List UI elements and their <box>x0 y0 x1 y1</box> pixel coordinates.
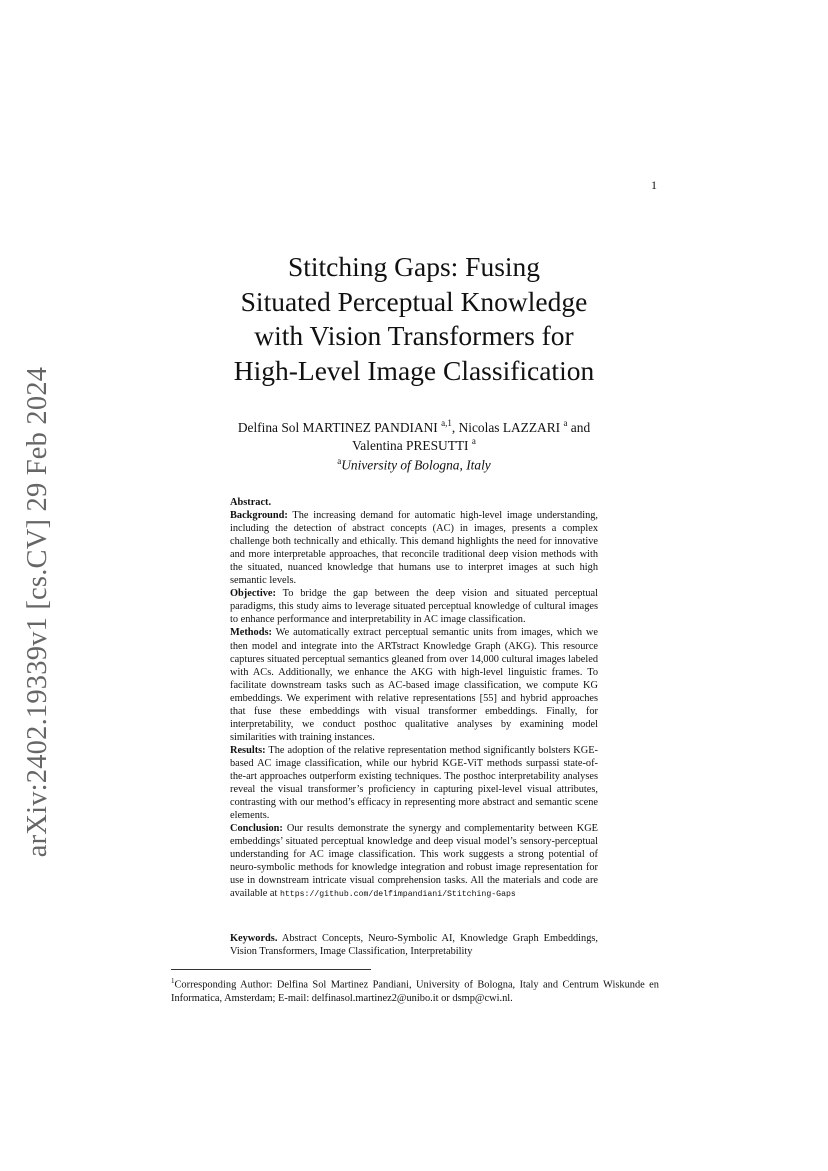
affiliation-mark: a <box>337 456 342 466</box>
section-label: Results: <box>230 744 266 756</box>
keywords-text: Abstract Concepts, Neuro-Symbolic AI, Knowledge Graph Embeddings, Vision Transformers, Image Classification, Interpretability <box>230 933 598 958</box>
section-text: Our results demonstrate the synergy and complementarity between KGE embeddings’ situated perceptual knowledge and deep visual model’s sensory-perceptual understanding for AC image classification. This work suggests a strong potential of neuro-symbolic methods for knowledge integration and robust image representation for use in downstream intricate visual comprehension tasks. All the materials and code are available at <box>230 823 598 900</box>
section-label: Conclusion: <box>230 823 283 835</box>
footnote-text: Corresponding Author: Delfina Sol Martinez Pandiani, University of Bologna, Italy and Centrum Wiskunde en Informatica, Amsterdam; E-mail: delfinasol.martinez2@unibo.it or dsmp@cwi.nl. <box>171 979 659 1005</box>
affiliation-mark: a <box>563 418 568 429</box>
page-number: 1 <box>651 178 657 192</box>
title-line: with Vision Transformers for <box>254 320 574 352</box>
section-text: To bridge the gap between the deep vision and situated perceptual paradigms, this study aims to leverage situated perceptual knowledge of cultural images to enhance performance and interpretability in AC image classification. <box>230 588 598 626</box>
section-label: Methods: <box>230 627 272 639</box>
author-separator: and <box>567 420 591 435</box>
affiliation <box>170 456 658 473</box>
section-label: Objective: <box>230 588 276 600</box>
author-name: , Nicolas LAZZARI <box>451 420 561 435</box>
keywords-label: Keywords. <box>230 933 278 944</box>
abstract-objective <box>230 587 598 626</box>
section-text: The increasing demand for automatic high-level image understanding, including the detection of abstract concepts (AC) in images, presents a complex challenge both technically and ethically. This demand highlights the need for innovative and more interpretable approaches, that reconcile traditional deep vision methods with the situated, nuanced knowledge that humans use to interpret images at such high semantic levels. <box>230 510 598 587</box>
keywords <box>230 932 598 958</box>
author-list <box>170 419 658 455</box>
abstract-background <box>230 509 598 587</box>
footnote-mark: 1 <box>171 977 175 985</box>
abstract-results <box>230 744 598 822</box>
author-name: Delfina Sol MARTINEZ PANDIANI <box>237 420 438 435</box>
abstract-block <box>230 496 598 901</box>
section-text: We automatically extract perceptual semantic units from images, which we then model and integrate into the ARTstract Knowledge Graph (AKG). This resource captures situated perceptual semantics gleaned from over 14,000 cultural images labeled with ACs. Additionally, we enhance the AKG with high-level linguistic frames. To facilitate downstream tasks such as AC-based image classification, we compute KG embeddings. We experiment with relative representations [55] and hybrid approaches that fuse these embeddings with visual transformer embeddings. Finally, for interpretability, we conduct posthoc qualitative analyses by examining model similarities with training instances. <box>230 627 598 743</box>
section-label: Background: <box>230 510 288 522</box>
footnote <box>171 974 659 1006</box>
footnote-divider <box>171 969 371 970</box>
affiliation-text: University of Bologna, Italy <box>341 457 491 473</box>
title-line: Situated Perceptual Knowledge <box>240 285 588 317</box>
author-name: Valentina PRESUTTI <box>352 438 469 453</box>
arxiv-identifier-text: arXiv:2402.19339v1 [cs.CV] 29 Feb 2024 <box>22 366 53 858</box>
title-line: High-Level Image Classification <box>233 355 595 387</box>
abstract-heading: Abstract. <box>230 497 272 508</box>
title-line: Stitching Gaps: Fusing <box>287 251 541 282</box>
affiliation-mark: a,1 <box>441 418 452 429</box>
affiliation-mark: a <box>471 436 476 447</box>
paper-title <box>170 250 658 389</box>
section-text: The adoption of the relative representation method significantly bolsters KGE-based AC image classification, while our hybrid KGE-ViT methods surpassi state-of-the-art approaches outperform existing techniques. The posthoc interpretability analyses reveal the visual transformer’s proficiency in capturing pixel-level visual attributes, contrasting with our method’s efficacy in representing more abstract and semantic scene elements. <box>230 744 598 822</box>
code-url-link[interactable]: https://github.com/delfimpandiani/Stitching-Gaps <box>279 890 516 900</box>
abstract-conclusion <box>230 822 598 901</box>
abstract-methods <box>230 626 598 743</box>
